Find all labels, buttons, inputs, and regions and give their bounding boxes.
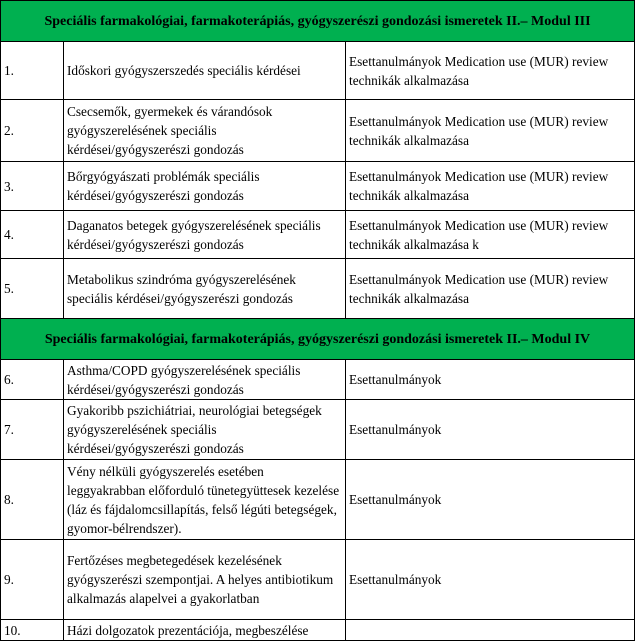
row-number: 7. — [1, 400, 64, 460]
topic-text: Vény nélküli gyógyszerelés esetében leggyakrabban előforduló tünetegyüttesek kezelése (láz és fájdalomcsillapítás, felső légúti betegségek, gyomor-bélrendszer). — [67, 463, 340, 536]
row-number: 8. — [1, 460, 64, 540]
table-row — [1, 100, 635, 162]
method-cell — [346, 460, 635, 540]
table-row — [1, 211, 635, 259]
topic-text: Daganatos betegek gyógyszerelésének speciális kérdései/gyógyszerészi gondozás — [67, 217, 321, 252]
method-text: Esettanulmányok Medication use (MUR) review technikák alkalmazása k — [349, 217, 609, 252]
row-number: 2. — [1, 100, 64, 162]
method-cell — [346, 259, 635, 319]
method-cell — [346, 620, 635, 641]
module-4-title: Speciális farmakológiai, farmakoterápiás, gyógyszerészi gondozási ismeretek II.– Modul IV — [1, 319, 635, 360]
method-text: Esettanulmányok — [349, 372, 442, 387]
module-3-title: Speciális farmakológiai, farmakoterápiás, gyógyszerészi gondozási ismeretek II.– Modul III — [1, 1, 635, 42]
method-cell — [346, 162, 635, 211]
table-row — [1, 162, 635, 211]
method-text: Esettanulmányok — [349, 572, 442, 587]
table-row — [1, 360, 635, 400]
row-number: 3. — [1, 162, 64, 211]
table-row — [1, 540, 635, 620]
method-text: Esettanulmányok Medication use (MUR) review technikák alkalmazása — [349, 271, 609, 306]
row-number: 5. — [1, 259, 64, 319]
row-number: 6. — [1, 360, 64, 400]
topic-text: Fertőzéses megbetegedések kezelésének gyógyszerészi szempontjai. A helyes antibiotikum alkalmazás alapelvei a gyakorlatban — [67, 553, 334, 606]
table-row — [1, 42, 635, 100]
row-number: 1. — [1, 42, 64, 100]
topic-text: Asthma/COPD gyógyszerelésének speciális kérdései/gyógyszerészi gondozás — [67, 362, 301, 397]
method-cell — [346, 211, 635, 259]
topic-cell — [64, 211, 346, 259]
method-cell — [346, 42, 635, 100]
module-header-row — [1, 319, 635, 360]
table-row — [1, 400, 635, 460]
topic-cell — [64, 540, 346, 620]
topic-text: Házi dolgozatok prezentációja, megbeszélése — [67, 622, 309, 638]
method-text: Esettanulmányok Medication use (MUR) review technikák alkalmazása — [349, 169, 609, 203]
topic-cell — [64, 100, 346, 162]
method-text: Esettanulmányok Medication use (MUR) review technikák alkalmazása — [349, 113, 609, 148]
method-cell — [346, 540, 635, 620]
table-row — [1, 259, 635, 319]
topic-text: Csecsemők, gyermekek és várandósok gyógyszerelésének speciális kérdései/gyógyszerészi gondozás — [67, 104, 273, 157]
method-cell — [346, 360, 635, 400]
topic-cell — [64, 259, 346, 319]
method-text: Esettanulmányok — [349, 422, 442, 437]
method-cell — [346, 400, 635, 460]
table-row — [1, 460, 635, 540]
row-number: 10. — [1, 620, 64, 641]
topic-cell — [64, 42, 346, 100]
method-text: Esettanulmányok — [349, 492, 442, 507]
topic-text: Időskori gyógyszerszedés speciális kérdései — [67, 63, 301, 78]
topic-cell — [64, 400, 346, 460]
row-number: 4. — [1, 211, 64, 259]
table-row — [1, 620, 635, 641]
row-number: 9. — [1, 540, 64, 620]
topic-cell — [64, 360, 346, 400]
topic-cell — [64, 162, 346, 211]
method-text: Esettanulmányok Medication use (MUR) review technikák alkalmazása — [349, 53, 609, 88]
topic-cell — [64, 460, 346, 540]
module-header-row — [1, 1, 635, 42]
topic-text: Bőrgyógyászati problémák speciális kérdései/gyógyszerészi gondozás — [67, 169, 260, 203]
topic-text: Gyakoribb pszichiátriai, neurológiai betegségek gyógyszerelésének speciális kérdései/gyógyszerészi gondozás — [67, 403, 322, 456]
topic-cell — [64, 620, 346, 641]
topic-text: Metabolikus szindróma gyógyszerelésének speciális kérdései/gyógyszerészi gondozás — [67, 271, 296, 306]
method-cell — [346, 100, 635, 162]
